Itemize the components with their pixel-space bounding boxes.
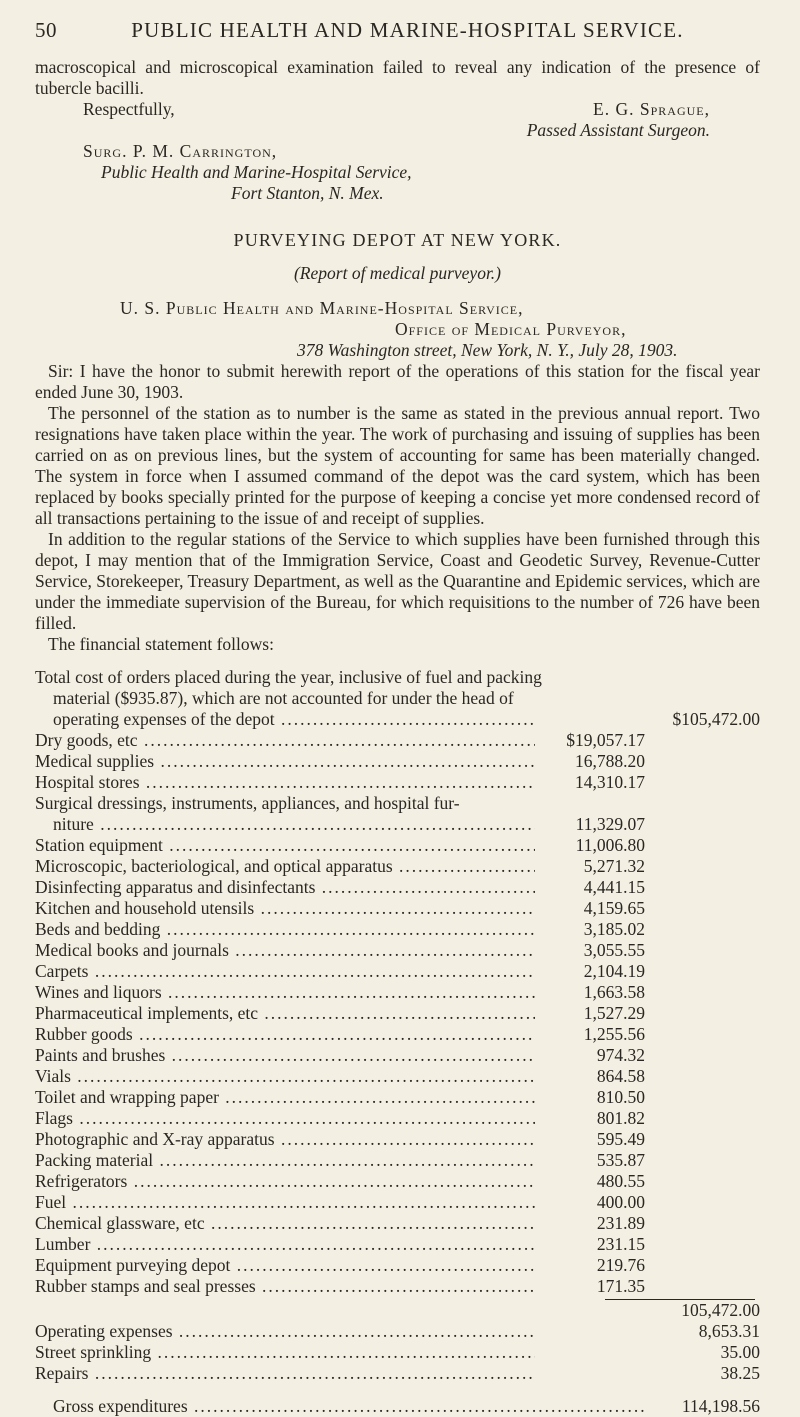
row-amount: 3,185.02 [583, 919, 645, 939]
subtotal-amount: 105,472.00 [681, 1300, 760, 1320]
row-label: Dry goods, etc ..... [35, 730, 535, 751]
ledger-row [35, 793, 760, 814]
row-label: Wines and liquors ..... [35, 982, 535, 1003]
row-label: Lumber ..... [35, 1234, 535, 1255]
row-label: Fuel ..... [35, 1192, 535, 1213]
statement-intro-2: material ($935.87), which are not accounted for under the head of [53, 688, 514, 708]
ledger-row [35, 919, 760, 940]
row-amount: 3,055.55 [583, 940, 645, 960]
financial-statement [35, 667, 760, 1417]
office-line-1: U. S. Public Health and Marine-Hospital Service, [120, 298, 524, 318]
ledger-row [35, 814, 760, 835]
closing: Respectfully, [83, 99, 175, 119]
section-title: PURVEYING DEPOT AT NEW YORK. [233, 230, 562, 250]
row-label: Kitchen and household utensils ..... [35, 898, 535, 919]
row-label: Pharmaceutical implements, etc ..... [35, 1003, 535, 1024]
row-label: Medical supplies ..... [35, 751, 535, 772]
row-amount: 4,441.15 [583, 877, 645, 897]
ledger-row [35, 1045, 760, 1066]
row-label: Toilet and wrapping paper ..... [35, 1087, 535, 1108]
ledger-row [35, 961, 760, 982]
row-amount: 864.58 [596, 1066, 645, 1086]
row-label: Repairs ..... [35, 1363, 535, 1384]
row-amount: 4,159.65 [583, 898, 645, 918]
row-amount: 8,653.31 [698, 1321, 760, 1341]
row-label: Rubber stamps and seal presses ..... [35, 1276, 535, 1297]
page-number: 50 [35, 18, 57, 42]
row-amount: 535.87 [596, 1150, 645, 1170]
row-label: Packing material ..... [35, 1150, 535, 1171]
row-amount: 1,255.56 [583, 1024, 645, 1044]
ledger-row [35, 1192, 760, 1213]
row-amount: $19,057.17 [566, 730, 645, 750]
ledger-row [35, 1150, 760, 1171]
statement-intro-row [35, 709, 760, 730]
intro-text: macroscopical and microscopical examination failed to reveal any indication of the presence of tubercle bacilli. [35, 57, 760, 98]
ledger-row [35, 982, 760, 1003]
ledger-row [35, 877, 760, 898]
row-amount: 1,527.29 [583, 1003, 645, 1023]
row-label: Street sprinkling ..... [35, 1342, 535, 1363]
ledger-row [35, 1066, 760, 1087]
signature-block [35, 99, 760, 204]
ledger-row [35, 940, 760, 961]
row-label: Rubber goods ..... [35, 1024, 535, 1045]
statement-intro-3: operating expenses of the depot ..... [53, 709, 535, 730]
ledger-row [35, 1234, 760, 1255]
row-amount: 231.89 [596, 1213, 645, 1233]
row-amount: 810.50 [596, 1087, 645, 1107]
row-label: Disinfecting apparatus and disinfectants ..... [35, 877, 535, 898]
row-label: Station equipment ..... [35, 835, 535, 856]
ledger-row [35, 1276, 760, 1297]
row-amount: 38.25 [720, 1363, 760, 1383]
gross-label: Gross expenditures ..... [53, 1396, 645, 1417]
row-amount: 16,788.20 [575, 751, 645, 771]
ledger-row [35, 856, 760, 877]
addressee-location: Fort Stanton, N. Mex. [231, 183, 384, 203]
ledger-row [35, 1171, 760, 1192]
row-label: Medical books and journals ..... [35, 940, 535, 961]
addressee-name: Surg. P. M. Carrington, [83, 141, 278, 161]
paragraph-4: The financial statement follows: [48, 634, 274, 654]
expense-row [35, 1321, 760, 1342]
row-amount: 5,271.32 [583, 856, 645, 876]
row-label: Equipment purveying depot ..... [35, 1255, 535, 1276]
ledger-row [35, 1213, 760, 1234]
row-label: Operating expenses ..... [35, 1321, 535, 1342]
running-title: PUBLIC HEALTH AND MARINE-HOSPITAL SERVICE. [131, 18, 684, 42]
ledger-row [35, 772, 760, 793]
row-amount: 801.82 [596, 1108, 645, 1128]
row-amount: 171.35 [596, 1276, 645, 1296]
addressee-service: Public Health and Marine-Hospital Service, [101, 162, 412, 182]
ledger-row [35, 751, 760, 772]
row-amount: 219.76 [596, 1255, 645, 1275]
ledger-row [35, 1255, 760, 1276]
gross-row [35, 1396, 760, 1417]
row-amount: 14,310.17 [575, 772, 645, 792]
item-list [35, 730, 760, 1297]
ledger-row [35, 1003, 760, 1024]
row-label: Vials ..... [35, 1066, 535, 1087]
row-amount: 2,104.19 [583, 961, 645, 981]
ledger-row [35, 1024, 760, 1045]
row-label: Refrigerators ..... [35, 1171, 535, 1192]
office-line-3: 378 Washington street, New York, N. Y., July 28, 1903. [297, 340, 678, 360]
row-label: Carpets ..... [35, 961, 535, 982]
row-label: Surgical dressings, instruments, appliances, and hospital fur- [35, 793, 460, 813]
row-amount: 1,663.58 [583, 982, 645, 1002]
row-amount: 35.00 [720, 1342, 760, 1362]
ledger-row [35, 835, 760, 856]
row-label: Microscopic, bacteriological, and optical apparatus ..... [35, 856, 535, 877]
row-label: Hospital stores ..... [35, 772, 535, 793]
subtotal-row [35, 1300, 760, 1321]
row-amount: 11,329.07 [575, 814, 645, 834]
expense-row [35, 1363, 760, 1384]
row-amount: 974.32 [596, 1045, 645, 1065]
row-label: Photographic and X-ray apparatus ..... [35, 1129, 535, 1150]
row-label: Paints and brushes ..... [35, 1045, 535, 1066]
signer-name: E. G. Sprague, [593, 99, 710, 119]
row-amount: 400.00 [596, 1192, 645, 1212]
ledger-row [35, 1087, 760, 1108]
ledger-row [35, 1129, 760, 1150]
row-amount: 595.49 [596, 1129, 645, 1149]
row-amount: 11,006.80 [575, 835, 645, 855]
section-subtitle: (Report of medical purveyor.) [293, 263, 502, 283]
gross-amount: 114,198.56 [681, 1396, 760, 1416]
office-line-2: Office of Medical Purveyor, [395, 319, 627, 339]
ledger-row [35, 730, 760, 751]
paragraph-1: Sir: I have the honor to submit herewith report of the operations of this station for the fiscal year ended June 30, 1903. [35, 361, 760, 402]
statement-intro-1: Total cost of orders placed during the year, inclusive of fuel and packing [35, 667, 542, 687]
page-header [35, 18, 760, 43]
row-label: Beds and bedding ..... [35, 919, 535, 940]
row-amount: 231.15 [596, 1234, 645, 1254]
statement-intro-total: $105,472.00 [672, 709, 760, 729]
paragraph-3: In addition to the regular stations of the Service to which supplies have been furnished through this depot, I may mention that of the Immigration Service, Coast and Geodetic Survey, Revenue-Cutter Service, Storekeeper, Treasury Department, as well as the Quarantine and Epidemic services, which are under the immediate supervision of the Bureau, for which requisitions to the number of 726 have been filled. [35, 529, 760, 633]
row-label: Chemical glassware, etc ..... [35, 1213, 535, 1234]
office-address [35, 298, 760, 361]
row-label: Flags ..... [35, 1108, 535, 1129]
ledger-row [35, 1108, 760, 1129]
ledger-row [35, 898, 760, 919]
row-label: niture ..... [35, 814, 535, 835]
signer-title: Passed Assistant Surgeon. [526, 120, 710, 140]
row-amount: 480.55 [596, 1171, 645, 1191]
paragraph-2: The personnel of the station as to number is the same as stated in the previous annual report. Two resignations have taken place within the year. The work of purchasing and issuing of supplies has been carried on as on previous lines, but the system of accounting for same has been materially changed. The system in force when I assumed command of the depot was the card system, which has been replaced by books specially printed for the purpose of keeping a concise yet more condensed record of all transactions pertaining to the issue of and receipt of supplies. [35, 403, 760, 528]
